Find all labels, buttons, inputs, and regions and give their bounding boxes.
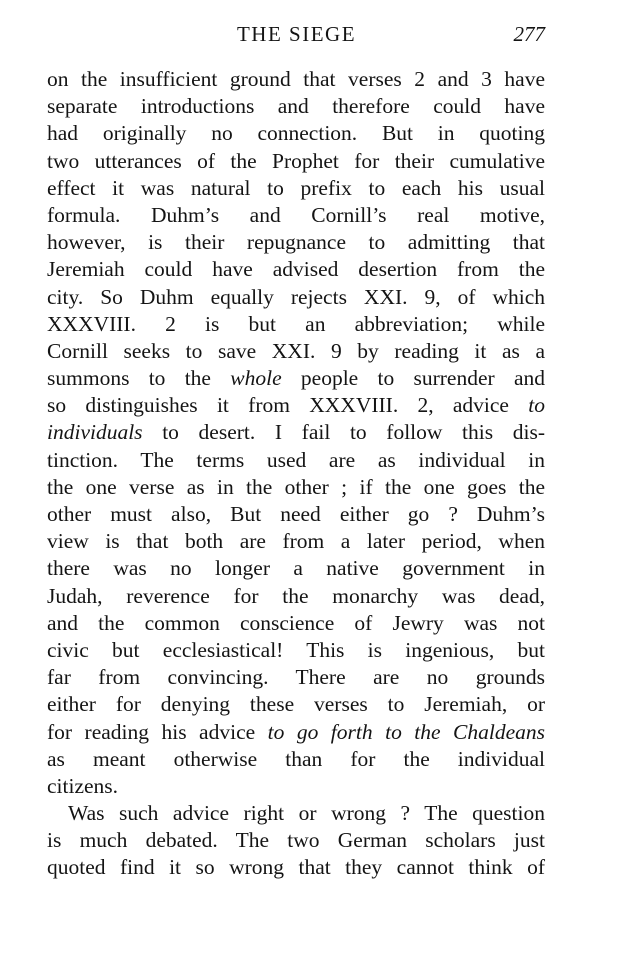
text-line [47, 365, 545, 392]
text-line: tinction. The terms used are as individual in [47, 447, 545, 472]
text-run: so distinguishes it from XXXVIII. 2, advice [47, 393, 529, 418]
text-line: separate introductions and therefore could have [47, 94, 545, 119]
italic-word: whole [230, 366, 282, 391]
text-line: city. So Duhm equally rejects XXI. 9, of which [47, 284, 545, 309]
text-line: as meant otherwise than for the individual [47, 746, 545, 771]
paragraph-2 [47, 800, 545, 882]
italic-word: individuals [47, 420, 143, 445]
text-run: to desert. I fail to follow this dis- [142, 420, 545, 445]
text-line [47, 419, 545, 446]
text-line: Judah, reverence for the monarchy was dead, [47, 583, 545, 608]
text-line: XXXVIII. 2 is but an abbreviation; while [47, 311, 545, 336]
text-line: Was such advice right or wrong ? The question [68, 801, 545, 826]
italic-phrase: to go forth to the Chaldeans [267, 719, 546, 744]
text-line: citizens. [47, 773, 119, 798]
italic-word: to [528, 393, 545, 418]
page-header [48, 22, 545, 52]
text-line: other must also, But need either go ? Duhm’s [47, 502, 545, 526]
text-line: had originally no connection. But in quoting [47, 121, 545, 146]
text-run: summons to the [47, 366, 231, 391]
running-head: THE SIEGE [236, 22, 357, 46]
text-run: people to surrender and [281, 366, 545, 391]
text-line: either for denying these verses to Jeremiah, or [47, 692, 545, 717]
text-line [47, 392, 545, 419]
text-run: for reading his advice [47, 719, 268, 744]
text-line: is much debated. The two German scholars just [47, 828, 545, 853]
text-line: formula. Duhm’s and Cornill’s real motive, [47, 202, 545, 227]
text-line: civic but ecclesiastical! This is ingenious, but [47, 637, 545, 662]
text-line: and the common conscience of Jewry was not [47, 610, 545, 635]
text-line: Jeremiah could have advised desertion from the [47, 257, 545, 282]
text-line: however, is their repugnance to admitting that [47, 230, 545, 255]
text-line: the one verse as in the other ; if the one goes the [47, 474, 545, 499]
text-line: two utterances of the Prophet for their cumulative [47, 148, 545, 173]
text-line: quoted find it so wrong that they cannot think of [47, 855, 545, 880]
text-line: effect it was natural to prefix to each his usual [47, 175, 545, 200]
text-line: Cornill seeks to save XXI. 9 by reading it as a [47, 338, 545, 363]
text-line: far from convincing. There are no grounds [47, 665, 545, 690]
text-line: there was no longer a native government in [47, 556, 545, 581]
paragraph-1 [47, 66, 545, 800]
text-line: view is that both are from a later period, when [47, 529, 545, 554]
body-text [47, 66, 545, 882]
page-number: 277 [513, 22, 545, 46]
text-line: on the insufficient ground that verses 2 and 3 have [47, 67, 545, 91]
text-line [47, 719, 545, 746]
